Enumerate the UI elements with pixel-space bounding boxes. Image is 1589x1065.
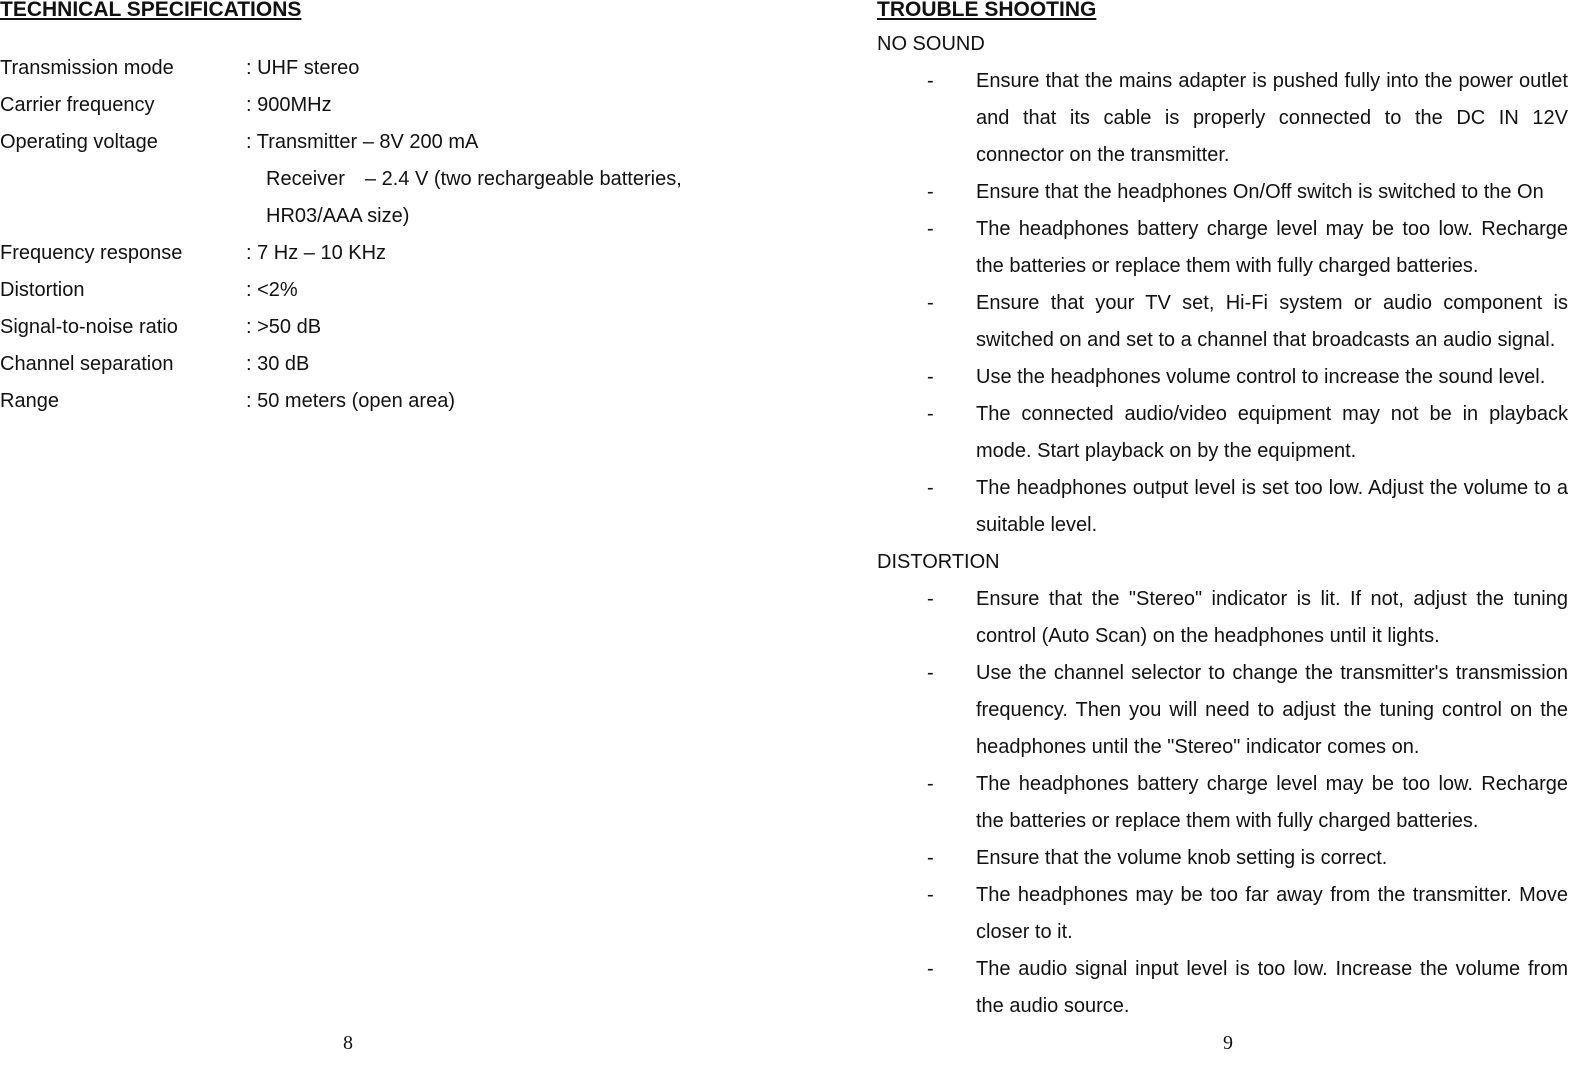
list-item-text: The headphones battery charge level may be too low. Recharge the batteries or replace them with fully charged batteries. <box>976 218 1568 277</box>
spec-label: Range <box>0 390 59 412</box>
spec-value: : 900MHz <box>246 94 332 116</box>
bullet-dash: - <box>927 773 934 795</box>
list-item-text: The headphones output level is set too low. Adjust the volume to a suitable level. <box>976 477 1568 536</box>
bullet-dash: - <box>927 884 934 906</box>
list-item <box>877 359 1568 396</box>
right-page <box>877 0 1577 1065</box>
list-item-text: Ensure that the "Stereo" indicator is lit. If not, adjust the tuning control (Auto Scan) on the headphones until it lights. <box>976 588 1568 647</box>
spec-label: Channel separation <box>0 353 174 375</box>
bullet-dash: - <box>927 70 934 92</box>
list-item-text: Ensure that the volume knob setting is correct. <box>976 847 1388 869</box>
spec-value: : Transmitter – 8V 200 mA <box>246 131 479 153</box>
spec-label: Operating voltage <box>0 131 158 153</box>
list-item-text: Ensure that your TV set, Hi-Fi system or audio component is switched on and set to a channel that broadcasts an audio signal. <box>976 292 1568 351</box>
page-number: 9 <box>1223 1032 1233 1054</box>
receiver-voltage-continuation: HR03/AAA size) <box>266 205 410 227</box>
bullet-dash: - <box>927 662 934 684</box>
spec-value: : 50 meters (open area) <box>246 390 455 412</box>
spec-label: Carrier frequency <box>0 94 155 116</box>
receiver-voltage-line <box>0 161 760 198</box>
page-number: 8 <box>343 1032 353 1054</box>
list-item <box>877 766 1568 840</box>
spec-row <box>0 87 760 124</box>
list-item-text: The headphones may be too far away from the transmitter. Move closer to it. <box>976 884 1568 943</box>
bullet-dash: - <box>927 477 934 499</box>
spec-table <box>0 50 760 420</box>
technical-specifications-heading: TECHNICAL SPECIFICATIONS <box>0 0 302 21</box>
list-item <box>877 877 1568 951</box>
bullet-dash: - <box>927 218 934 240</box>
list-item-text: The connected audio/video equipment may not be in playback mode. Start playback on by the equipment. <box>976 403 1568 462</box>
distortion-title: DISTORTION <box>877 551 1000 573</box>
list-item <box>877 396 1568 470</box>
spec-label: Distortion <box>0 279 85 301</box>
spec-row <box>0 309 760 346</box>
spec-value: : <2% <box>246 279 298 301</box>
list-item-text: Ensure that the headphones On/Off switch is switched to the On <box>976 181 1544 203</box>
list-item <box>877 655 1568 766</box>
list-item-text: The audio signal input level is too low. Increase the volume from the audio source. <box>976 958 1568 1017</box>
spec-value: : 7 Hz – 10 KHz <box>246 242 387 264</box>
spec-row <box>0 346 760 383</box>
spec-label: Frequency response <box>0 242 183 264</box>
bullet-dash: - <box>927 292 934 314</box>
no-sound-title: NO SOUND <box>877 33 985 55</box>
trouble-shooting-body <box>877 26 1568 1025</box>
list-item <box>877 174 1568 211</box>
list-item <box>877 840 1568 877</box>
receiver-value: – 2.4 V (two rechargeable batteries, <box>364 168 682 190</box>
spec-label: Transmission mode <box>0 57 174 79</box>
spec-value: : UHF stereo <box>246 57 360 79</box>
trouble-shooting-heading: TROUBLE SHOOTING <box>877 0 1097 21</box>
spec-row <box>0 235 760 272</box>
list-item <box>877 470 1568 544</box>
bullet-dash: - <box>927 847 934 869</box>
list-item-text: Ensure that the mains adapter is pushed fully into the power outlet and that its cable is properly connected to the DC IN 12V connector on the transmitter. <box>976 70 1568 166</box>
spec-value: : >50 dB <box>246 316 322 338</box>
list-item-text: The headphones battery charge level may be too low. Recharge the batteries or replace them with fully charged batteries. <box>976 773 1568 832</box>
bullet-dash: - <box>927 181 934 203</box>
spec-row <box>0 272 760 309</box>
list-item <box>877 285 1568 359</box>
bullet-dash: - <box>927 588 934 610</box>
list-item <box>877 63 1568 174</box>
spec-row <box>0 124 760 161</box>
list-item <box>877 581 1568 655</box>
receiver-label: Receiver <box>266 168 345 190</box>
bullet-dash: - <box>927 366 934 388</box>
bullet-dash: - <box>927 403 934 425</box>
spec-row <box>0 50 760 87</box>
spec-label: Signal-to-noise ratio <box>0 316 178 338</box>
list-item <box>877 951 1568 1025</box>
list-item <box>877 211 1568 285</box>
spec-value: : 30 dB <box>246 353 310 375</box>
list-item-text: Use the headphones volume control to increase the sound level. <box>976 366 1546 388</box>
spec-row <box>0 383 760 420</box>
bullet-dash: - <box>927 958 934 980</box>
list-item-text: Use the channel selector to change the transmitter's transmission frequency. Then you will need to adjust the tuning control on the headphones until the "Stereo" indicator comes on. <box>976 662 1568 758</box>
